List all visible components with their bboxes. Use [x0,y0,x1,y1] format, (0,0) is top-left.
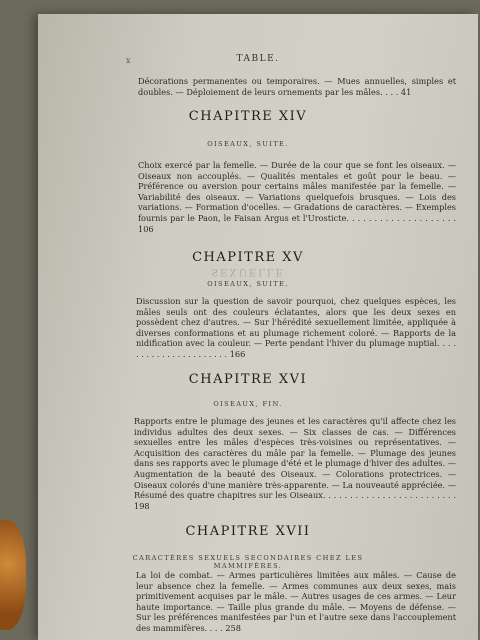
chapter-xiv-subtitle: OISEAUX, SUITE. [207,140,289,148]
entry-chapter-xv: Discussion sur la question de savoir pourquoi, chez quelques espèces, les mâles seuls ont des couleurs éclatantes, alors que les deux sexes en possèdent chez d'autres. — Sur l'hérédité sexuellement limitée, appliquée à diverses conformations et au plumage richement coloré. — Rapports de la nidification avec la couleur. — Perte pendant l'hiver du plumage nuptial. . . . . . . . . . . . . . . . . . . . . . 166 [136,296,456,359]
chapter-xv-subtitle: OISEAUX, SUITE. [207,280,289,288]
chapter-xvi-heading: CHAPITRE XVI [188,372,308,387]
chapter-xvi-subtitle: OISEAUX, FIN. [213,400,283,408]
page-number: x [126,56,131,65]
entry-chapter-xvii: La loi de combat. — Armes particulières limitées aux mâles. — Cause de leur absence chez la femelle. — Armes communes aux deux sexes, mais primitivement acquises par le mâle. — Autres usages de ces armes. — Leur haute importance. — Taille plus grande du mâle. — Moyens de défense. — Sur les préférences manifestées par l'un et l'autre sexe dans l'accouplement des mammifères. . . . 258 [136,570,456,633]
chapter-xvii-heading: CHAPITRE XVII [185,524,311,539]
entry-chapter-xiv: Choix exercé par la femelle. — Durée de la cour que se font les oiseaux. — Oiseaux non accouplés. — Qualités mentales et goût pour le beau. — Préférence ou aversion pour certains mâles manifestée par la femelle. — Variabilité des oiseaux. — Variations quelquefois brusques. — Lois des variations. — Formation d'ocelles. — Gradations de caractères. — Exemples fournis par le Paon, le Faisan Argus et l'Urosticte. . . . . . . . . . . . . . . . . . . . 106 [138,160,456,234]
chapter-xiv-heading: CHAPITRE XIV [188,109,308,124]
entry-chapter-xiii-end: Décorations permanentes ou temporaires. — Mues annuelles, simples et doubles. — Déploiement de leurs ornements par les mâles. . . . 41 [138,76,456,97]
chapter-xvii-subtitle: CARACTÈRES SEXUELS SECONDAIRES CHEZ LES MAMMIFÈRES. [132,554,364,570]
chapter-xv-heading: CHAPITRE XV [192,250,304,265]
show-through-text: SEXUELLE [211,266,285,277]
entry-chapter-xvi: Rapports entre le plumage des jeunes et les caractères qu'il affecte chez les individus adultes des deux sexes. — Six classes de cas. — Différences sexuelles entre les mâles d'espèces très-voisines ou représentatives. — Acquisition des caractères du mâle par la femelle. — Plumage des jeunes dans ses rapports avec le plumage d'été et le plumage d'hiver des adultes. — Augmentation de la beauté des Oiseaux. — Colorations protectrices. — Oiseaux colorés d'une manière très-apparente. — La nouveauté appréciée. — Résumé des quatre chapitres sur les Oiseaux. . . . . . . . . . . . . . . . . . . . . . . . . 198 [134,416,456,511]
running-head: TABLE. [236,54,280,64]
book-page [38,14,478,640]
thumb [0,520,26,630]
